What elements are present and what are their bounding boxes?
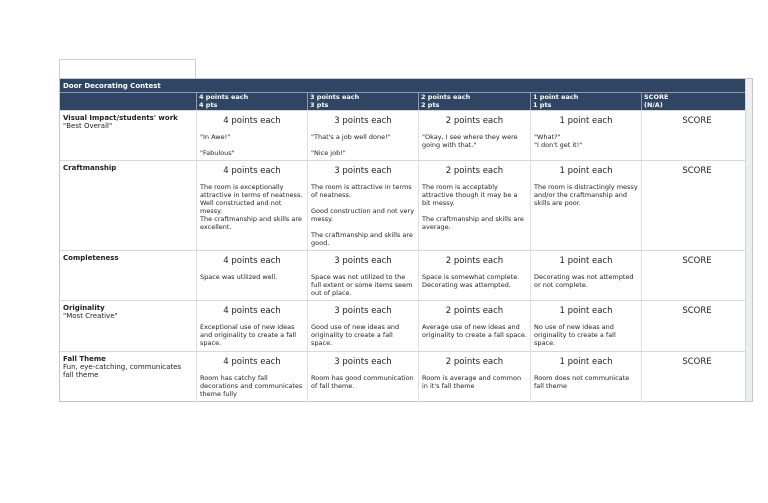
points-label: 2 points each <box>445 116 504 126</box>
table-row <box>60 250 752 300</box>
score-cell[interactable] <box>641 111 752 160</box>
score-label: SCORE <box>682 306 712 316</box>
rating-description: Room does not communicate fall theme <box>534 374 630 390</box>
points-label: 1 point each <box>559 306 613 316</box>
rating-description: Average use of new ideas and originality to create a fall space. <box>422 323 527 339</box>
points-label: 2 points each <box>445 306 504 316</box>
rating-cell <box>530 111 641 160</box>
column-header-4pts <box>196 93 307 110</box>
score-label: SCORE <box>682 116 712 126</box>
column-header-sub: 1 pts <box>533 100 552 109</box>
points-label: 4 points each <box>223 306 281 316</box>
sheet-tab-box <box>59 59 196 79</box>
rating-description: Space is somewhat complete. Decorating was attempted. <box>422 273 520 289</box>
points-label: 3 points each <box>334 256 392 266</box>
points-label: 2 points each <box>445 357 504 367</box>
column-header-sub: 3 pts <box>310 100 329 109</box>
rating-cell <box>307 111 418 160</box>
criterion-cell <box>60 161 196 250</box>
criterion-subtitle: Fun, eye-catching, communicates fall theme <box>63 363 182 379</box>
points-label: 1 point each <box>559 166 613 176</box>
points-label: 3 points each <box>334 166 392 176</box>
rating-cell <box>418 161 530 250</box>
rating-description: The room is acceptably attractive though it may be a bit messy. The craftmanship and skills are average. <box>422 183 524 231</box>
rating-cell <box>418 352 530 402</box>
rating-cell <box>307 161 418 250</box>
rating-description: "What?" "I don't get it!" <box>534 133 583 149</box>
rating-cell <box>196 251 307 300</box>
points-label: 4 points each <box>223 357 281 367</box>
rating-description: Room is average and common in it's fall theme <box>422 374 522 390</box>
criterion-name: Completeness <box>63 254 119 262</box>
score-label: SCORE <box>682 357 712 367</box>
rating-cell <box>418 251 530 300</box>
points-label: 4 points each <box>223 116 281 126</box>
score-cell[interactable] <box>641 352 752 402</box>
column-header-sub: 4 pts <box>199 100 218 109</box>
criterion-cell <box>60 111 196 160</box>
column-header-label: 3 points each <box>310 93 360 101</box>
points-label: 2 points each <box>445 166 504 176</box>
points-label: 4 points each <box>223 256 281 266</box>
rating-cell <box>530 251 641 300</box>
column-header-sub: (N/A) <box>644 100 663 109</box>
rating-cell <box>196 161 307 250</box>
rubric-title: Door Decorating Contest <box>60 79 752 93</box>
table-row <box>60 300 752 351</box>
rating-cell <box>418 301 530 351</box>
rating-description: Exceptional use of new ideas and originality to create a fall space. <box>200 323 297 347</box>
rating-description: The room is attractive in terms of neatness. Good construction and not very messy. The craftmanship and skills are good. <box>311 183 415 247</box>
criterion-subtitle: "Best Overall" <box>63 122 113 130</box>
points-label: 3 points each <box>334 357 392 367</box>
rating-cell <box>307 301 418 351</box>
rating-description: The room is distractingly messy and/or the craftmanship and skills are poor. <box>534 183 638 207</box>
table-row <box>60 351 752 402</box>
points-label: 1 point each <box>559 256 613 266</box>
score-label: SCORE <box>682 256 712 266</box>
rating-description: "In Awe!" "Fabulous" <box>200 133 235 157</box>
rating-description: Decorating was not attempted or not complete. <box>534 273 634 289</box>
points-label: 1 point each <box>559 357 613 367</box>
column-header-label: 4 points each <box>199 93 249 101</box>
criterion-name: Fall Theme <box>63 355 106 363</box>
rating-cell <box>307 352 418 402</box>
rating-description: "That's a job well done!" "Nice job!" <box>311 133 391 157</box>
rating-cell <box>530 352 641 402</box>
rating-description: "Okay, I see where they were going with that." <box>422 133 518 149</box>
rating-description: Space was utilized well. <box>200 273 278 281</box>
points-label: 1 point each <box>559 116 613 126</box>
points-label: 3 points each <box>334 306 392 316</box>
criterion-name: Craftmanship <box>63 164 117 172</box>
rating-description: The room is exceptionally attractive in terms of neatness. Well constructed and not messy. The craftmanship and skills are excellent. <box>200 183 303 231</box>
score-cell[interactable] <box>641 161 752 250</box>
rating-description: Space was not utilized to the full extent or some items seem out of place. <box>311 273 413 297</box>
rating-description: Room has catchy fall decorations and communicates theme fully <box>200 374 303 398</box>
table-row <box>60 160 752 250</box>
criterion-cell <box>60 301 196 351</box>
score-label: SCORE <box>682 166 712 176</box>
rating-description: Room has good communication of fall theme. <box>311 374 414 390</box>
score-cell[interactable] <box>641 251 752 300</box>
criterion-name: Originality <box>63 304 105 312</box>
rating-cell <box>418 111 530 160</box>
column-header-score <box>641 93 752 110</box>
points-label: 3 points each <box>334 116 392 126</box>
column-header-label: 2 points each <box>421 93 471 101</box>
vertical-scrollbar[interactable] <box>745 79 752 401</box>
criterion-cell <box>60 251 196 300</box>
rating-cell <box>196 301 307 351</box>
criterion-name: Visual Impact/students' work <box>63 114 178 122</box>
rating-cell <box>530 301 641 351</box>
column-header-2pts <box>418 93 530 110</box>
column-header-3pts <box>307 93 418 110</box>
column-header-label: 1 point each <box>533 93 579 101</box>
column-header-label: SCORE <box>644 93 669 101</box>
criterion-subtitle: "Most Creative" <box>63 312 118 320</box>
rating-cell <box>307 251 418 300</box>
score-cell[interactable] <box>641 301 752 351</box>
points-label: 4 points each <box>223 166 281 176</box>
rubric-table <box>59 78 753 402</box>
criterion-cell <box>60 352 196 402</box>
column-header-1pt <box>530 93 641 110</box>
rating-cell <box>196 111 307 160</box>
rating-cell <box>196 352 307 402</box>
points-label: 2 points each <box>445 256 504 266</box>
column-header-sub: 2 pts <box>421 100 440 109</box>
table-row <box>60 110 752 160</box>
rating-description: No use of new ideas and originality to create a fall space. <box>534 323 616 347</box>
rating-cell <box>530 161 641 250</box>
rating-description: Good use of new ideas and originality to create a fall space. <box>311 323 400 347</box>
